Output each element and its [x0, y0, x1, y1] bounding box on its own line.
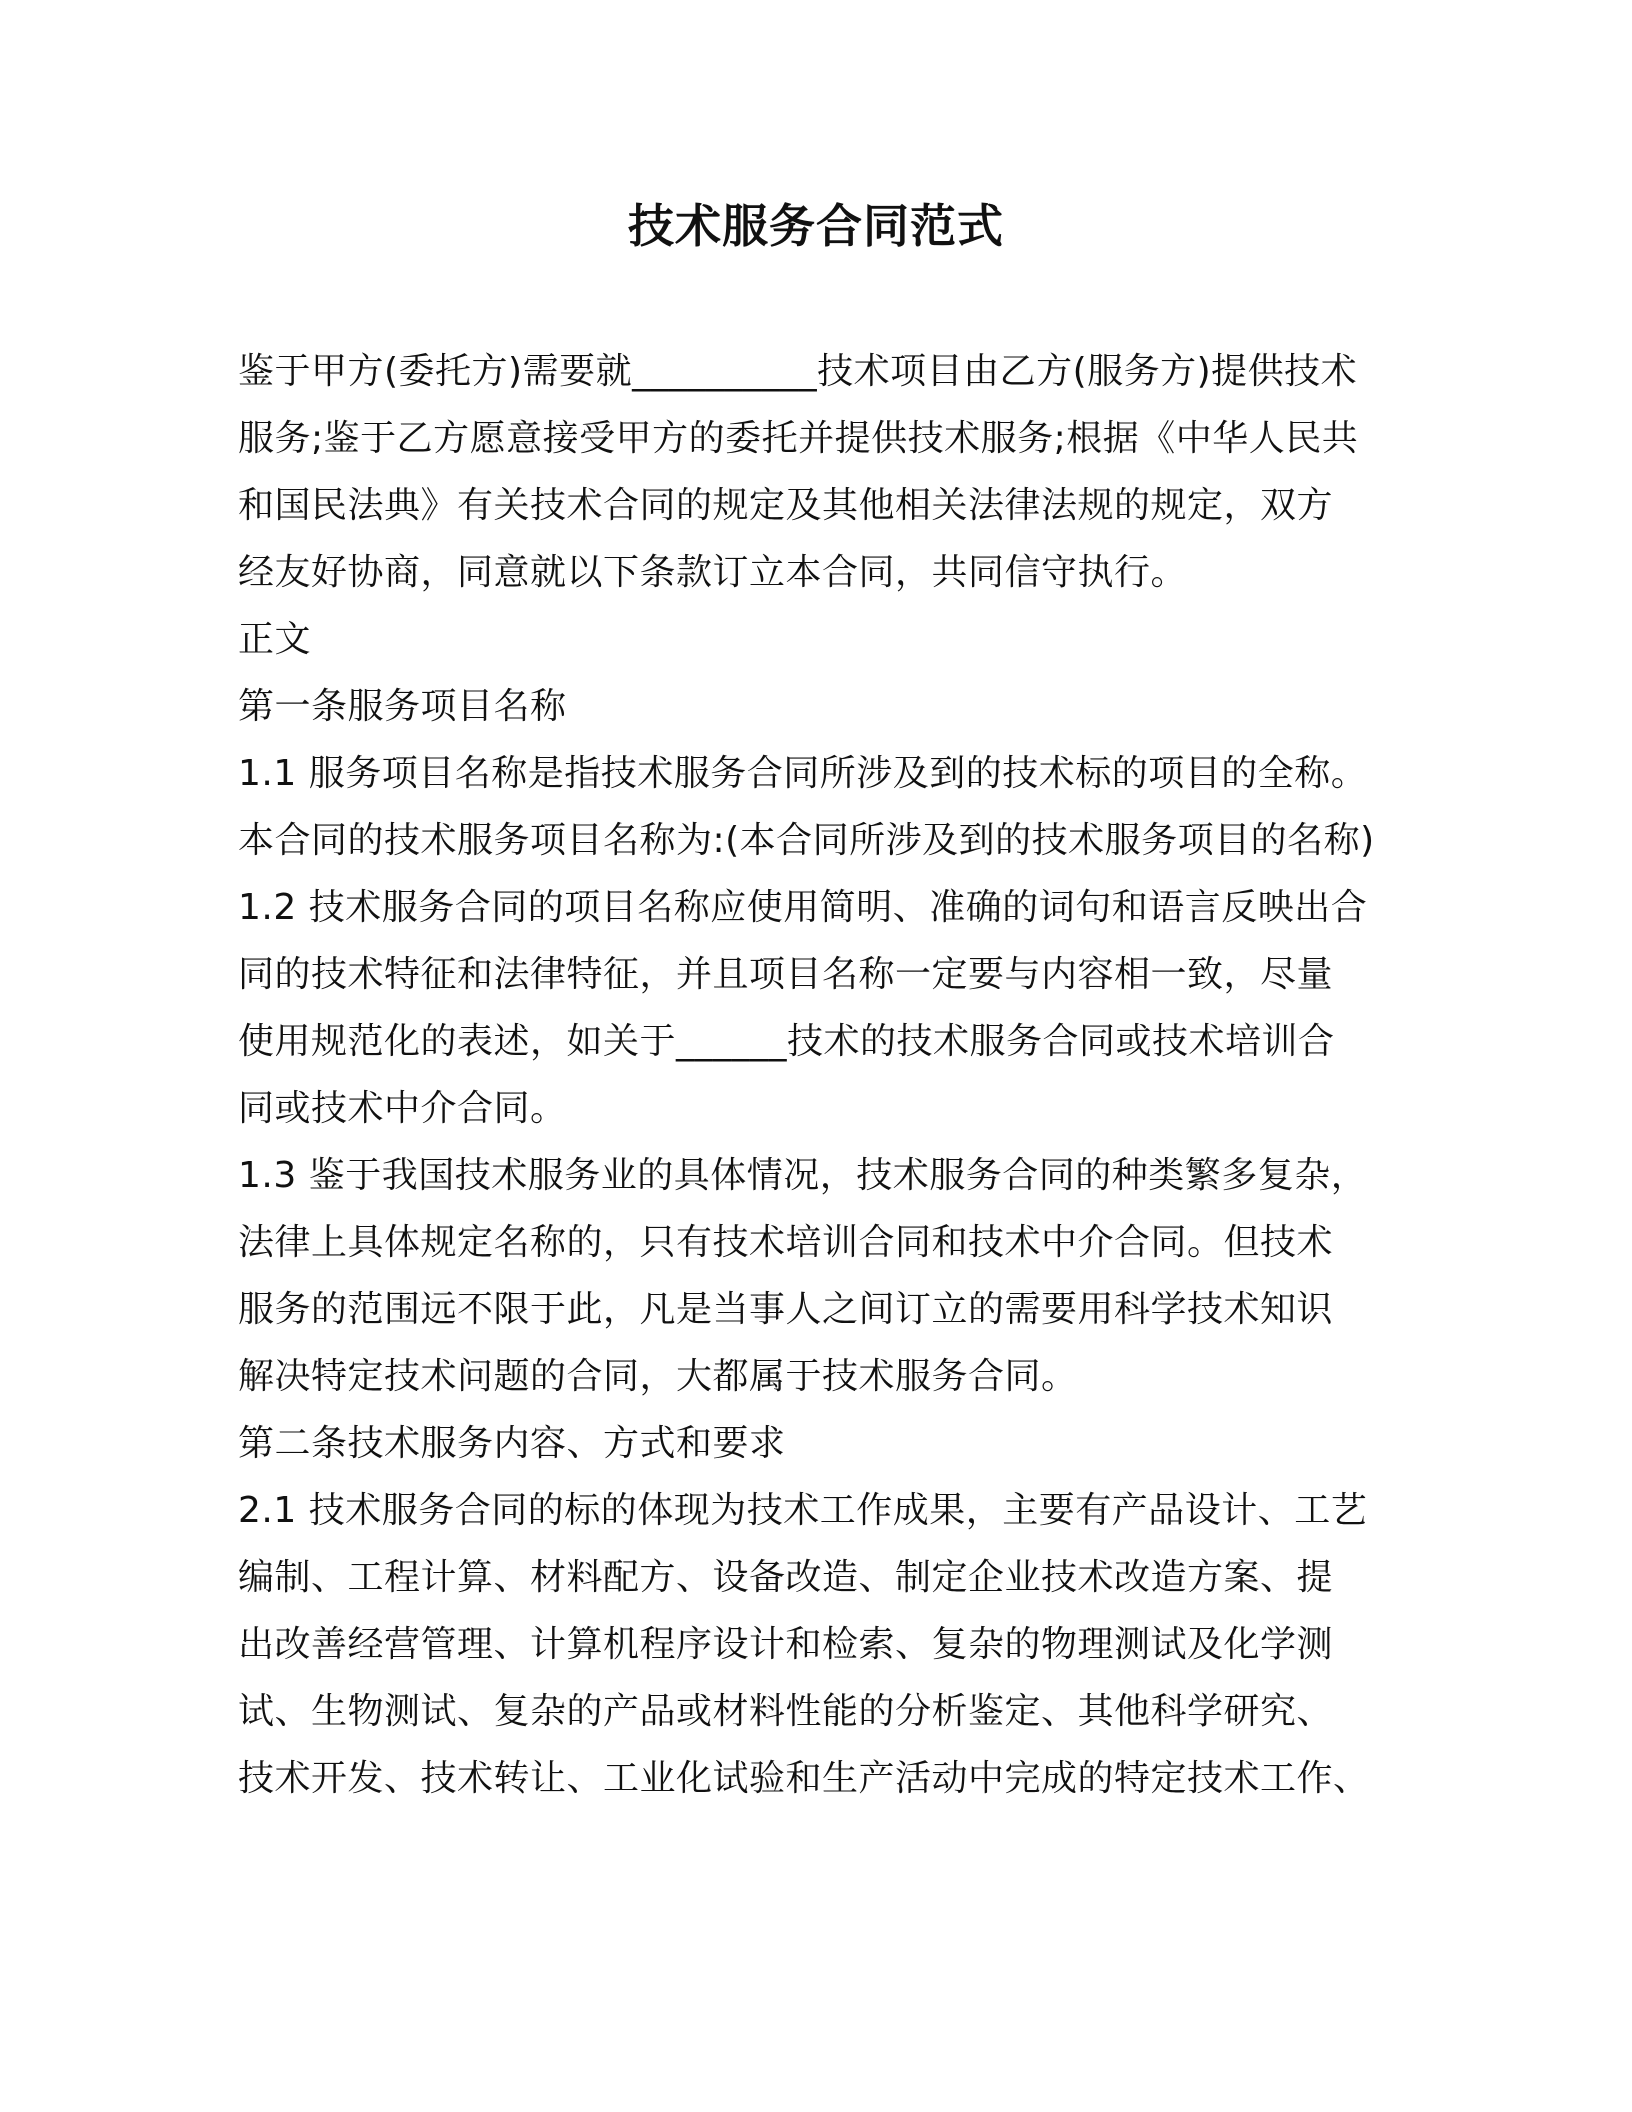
clause-2-1-line-5: 技术开发、技术转让、工业化试验和生产活动中完成的特定技术工作、	[238, 1758, 1370, 1799]
document-body	[238, 338, 1388, 1812]
clause-1-1-line-2: 本合同的技术服务项目名称为:(本合同所涉及到的技术服务项目的名称)	[238, 820, 1375, 861]
clause-1-3-line-2: 法律上具体规定名称的，只有技术培训合同和技术中介合同。但技术	[238, 1222, 1334, 1263]
clause-1-3-line-1: 1.3 鉴于我国技术服务业的具体情况，技术服务合同的种类繁多复杂，	[238, 1155, 1368, 1196]
preamble-line-4: 经友好协商，同意就以下条款订立本合同，共同信守执行。	[238, 552, 1188, 593]
clause-2-1-line-3: 出改善经营管理、计算机程序设计和检索、复杂的物理测试及化学测	[238, 1624, 1334, 1665]
clause-1-2-line-4: 同或技术中介合同。	[238, 1088, 567, 1129]
clause-1-3-line-3: 服务的范围远不限于此，凡是当事人之间订立的需要用科学技术知识	[238, 1289, 1334, 1330]
clause-2-1-line-4: 试、生物测试、复杂的产品或材料性能的分析鉴定、其他科学研究、	[238, 1691, 1334, 1732]
document-title: 技术服务合同范式	[628, 199, 1004, 253]
article-2-heading: 第二条技术服务内容、方式和要求	[238, 1423, 786, 1464]
clause-2-1-line-2: 编制、工程计算、材料配方、设备改造、制定企业技术改造方案、提	[238, 1557, 1334, 1598]
preamble-line-2: 服务;鉴于乙方愿意接受甲方的委托并提供技术服务;根据《中华人民共	[238, 418, 1359, 459]
clause-1-2-line-1: 1.2 技术服务合同的项目名称应使用简明、准确的词句和语言反映出合	[238, 887, 1368, 928]
preamble-line-3: 和国民法典》有关技术合同的规定及其他相关法律法规的规定，双方	[238, 485, 1334, 526]
article-1-heading: 第一条服务项目名称	[238, 686, 567, 727]
clause-1-1-line-1: 1.1 服务项目名称是指技术服务合同所涉及到的技术标的项目的全称。	[238, 753, 1368, 794]
section-heading-main-text: 正文	[238, 619, 312, 660]
clause-1-2-line-3: 使用规范化的表述，如关于______技术的技术服务合同或技术培训合	[238, 1021, 1335, 1062]
clause-2-1-line-1: 2.1 技术服务合同的标的体现为技术工作成果，主要有产品设计、工艺	[238, 1490, 1368, 1531]
preamble-line-1: 鉴于甲方(委托方)需要就__________技术项目由乙方(服务方)提供技术	[238, 351, 1358, 392]
clause-1-2-line-2: 同的技术特征和法律特征，并且项目名称一定要与内容相一致，尽量	[238, 954, 1334, 995]
clause-1-3-line-4: 解决特定技术问题的合同，大都属于技术服务合同。	[238, 1356, 1078, 1397]
